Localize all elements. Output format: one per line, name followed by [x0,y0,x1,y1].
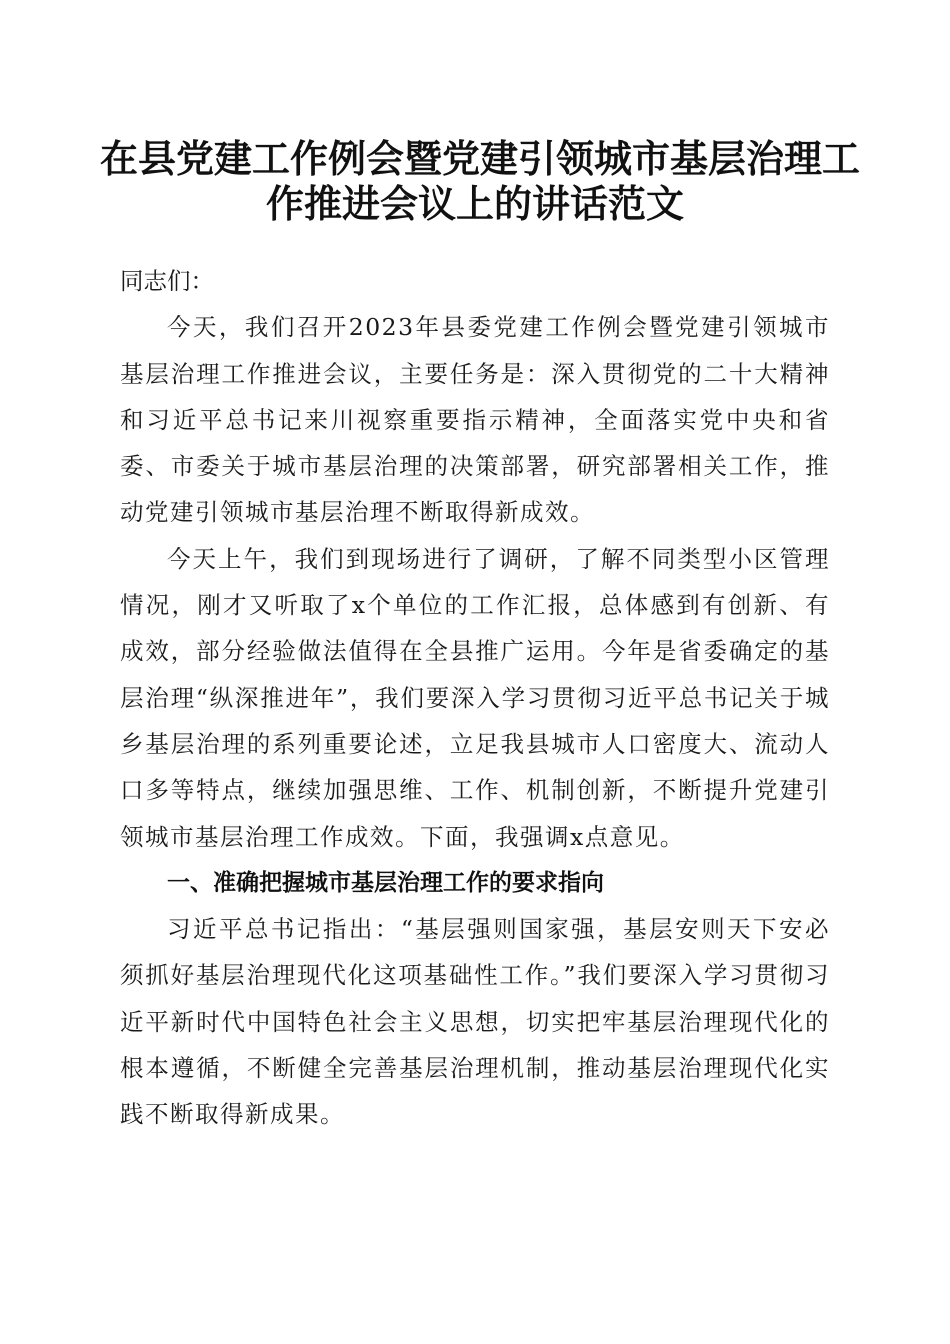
salutation: 同志们： [120,267,214,295]
title-line-2: 作推进会议上的讲话范文 [265,181,684,226]
section-heading: 一、准确把握城市基层治理工作的要求指向 [167,869,604,896]
paragraph-opening: 今天，我们召开2023年县委党建工作例会暨党建引领城市基层治理工作推进会议，主要任务是：深入贯彻党的二十大精神和习近平总书记来川视察重要指示精神，全面落实党中央和省委、市委关于城市基层治理的决策部署，研究部署相关工作，推动党建引领城市基层治理不断取得新成效。 [120,313,830,527]
title-line-1: 在县党建工作例会暨党建引领城市基层治理工 [100,136,861,181]
paragraph-section-one: 习近平总书记指出：“基层强则国家强，基层安则天下安必须抓好基层治理现代化这项基础性工作。”我们要深入学习贯彻习近平新时代中国特色社会主义思想，切实把牢基层治理现代化的根本遵循，不断健全完善基层治理机制，推动基层治理现代化实践不断取得新成果。 [120,915,830,1129]
document-title [100,136,861,226]
paragraph-research: 今天上午，我们到现场进行了调研，了解不同类型小区管理情况，刚才又听取了x个单位的工作汇报，总体感到有创新、有成效，部分经验做法值得在全县推广运用。今年是省委确定的基层治理“纵深推进年”，我们要深入学习贯彻习近平总书记关于城乡基层治理的系列重要论述，立足我县城市人口密度大、流动人口多等特点，继续加强思维、工作、机制创新，不断提升党建引领城市基层治理工作成效。下面，我强调x点意见。 [120,544,830,851]
document-body [120,258,830,1138]
